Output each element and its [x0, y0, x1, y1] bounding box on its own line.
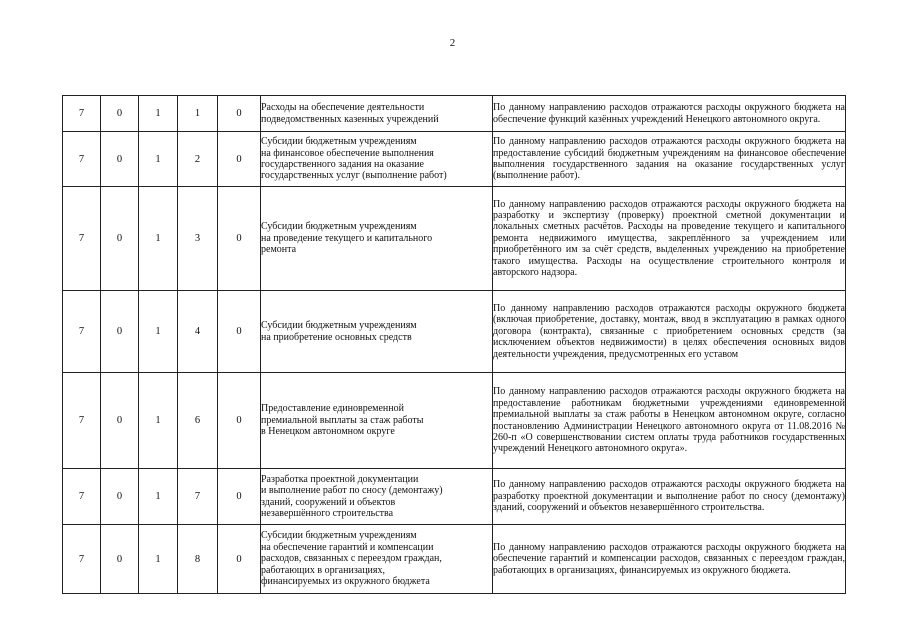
- code-digit-4: 2: [178, 132, 218, 187]
- code-digit-3: 1: [139, 132, 178, 187]
- expense-name: Расходы на обеспечение деятельности подведомственных казенных учреждений: [261, 96, 493, 132]
- code-digit-2: 0: [101, 525, 139, 594]
- code-digit-3: 1: [139, 291, 178, 373]
- code-digit-4: 8: [178, 525, 218, 594]
- table-row: [63, 96, 846, 132]
- code-digit-5: 0: [218, 291, 261, 373]
- code-digit-2: 0: [101, 132, 139, 187]
- expense-description: По данному направлению расходов отражаются расходы окружного бюджета на предоставление работникам бюджетными учреждениями единовременной премиальной выплаты за стаж работы в Ненецком автономном округе, согласно постановлению Администрации Ненецкого автономного округа от 11.08.2016 № 260-п «О совершенствовании систем оплаты труда работников государственных учреждений Ненецкого автономного округа».: [493, 373, 846, 469]
- expense-name: Субсидии бюджетным учреждениям на обеспечение гарантий и компенсации расходов, связанных с переездом граждан, работающих в организациях, финансируемых из окружного бюджета: [261, 525, 493, 594]
- table-row: [63, 291, 846, 373]
- page-number: 2: [449, 37, 456, 49]
- expense-description: По данному направлению расходов отражаются расходы окружного бюджета на обеспечение функций казённых учреждений Ненецкого автономного округа.: [493, 96, 846, 132]
- code-digit-1: 7: [63, 132, 101, 187]
- expense-description: По данному направлению расходов отражаются расходы окружного бюджета на разработку проектной документации и выполнение работ по сносу (демонтажу) зданий, сооружений и объектов незавершённого строительства.: [493, 469, 846, 525]
- expense-name: Разработка проектной документации и выполнение работ по сносу (демонтажу) зданий, сооружений и объектов незавершённого строительства: [261, 469, 493, 525]
- code-digit-3: 1: [139, 96, 178, 132]
- code-digit-4: 3: [178, 187, 218, 291]
- expense-description: По данному направлению расходов отражаются расходы окружного бюджета на обеспечение гарантий и компенсации расходов, связанных с переездом граждан, работающих в организациях, финансируемых из окружного бюджета.: [493, 525, 846, 594]
- code-digit-4: 7: [178, 469, 218, 525]
- code-digit-1: 7: [63, 291, 101, 373]
- expense-description: По данному направлению расходов отражаются расходы окружного бюджета (включая приобретение, доставку, монтаж, ввод в эксплуатацию в рамках одного договора (контракта), связанные с приобретением основных средств (за исключением объектов недвижимости) в целях обеспечения основных видов деятельности учреждения, предусмотренных его уставом: [493, 291, 846, 373]
- code-digit-5: 0: [218, 132, 261, 187]
- code-digit-5: 0: [218, 187, 261, 291]
- code-digit-1: 7: [63, 469, 101, 525]
- code-digit-1: 7: [63, 525, 101, 594]
- code-digit-4: 6: [178, 373, 218, 469]
- code-digit-2: 0: [101, 373, 139, 469]
- expense-description: По данному направлению расходов отражаются расходы окружного бюджета на разработку и экспертизу (проверку) проектной сметной документации и локальных сметных расчётов. Расходы на проведение текущего и капитального ремонта недвижимого имущества, закреплённого за учреждением или приобретённого им за счёт средств, выделенных учреждению на приобретение такого имущества. Расходы на осуществление строительного контроля и авторского надзора.: [493, 187, 846, 291]
- code-digit-5: 0: [218, 96, 261, 132]
- code-digit-3: 1: [139, 187, 178, 291]
- expense-name: Субсидии бюджетным учреждениям на приобретение основных средств: [261, 291, 493, 373]
- code-digit-4: 4: [178, 291, 218, 373]
- table-row: [63, 187, 846, 291]
- expense-name: Субсидии бюджетным учреждениям на проведение текущего и капитального ремонта: [261, 187, 493, 291]
- code-digit-4: 1: [178, 96, 218, 132]
- budget-classification-table: [62, 95, 846, 594]
- code-digit-5: 0: [218, 469, 261, 525]
- expense-name: Субсидии бюджетным учреждениям на финансовое обеспечение выполнения государственного задания на оказание государственных услуг (выполнение работ): [261, 132, 493, 187]
- table-row: [63, 469, 846, 525]
- code-digit-3: 1: [139, 469, 178, 525]
- code-digit-1: 7: [63, 187, 101, 291]
- code-digit-2: 0: [101, 96, 139, 132]
- expense-name: Предоставление единовременной премиальной выплаты за стаж работы в Ненецком автономном округе: [261, 373, 493, 469]
- code-digit-5: 0: [218, 373, 261, 469]
- code-digit-1: 7: [63, 96, 101, 132]
- code-digit-3: 1: [139, 525, 178, 594]
- table-row: [63, 132, 846, 187]
- code-digit-2: 0: [101, 291, 139, 373]
- expense-description: По данному направлению расходов отражаются расходы окружного бюджета на предоставление субсидий бюджетным учреждениям на финансовое обеспечение выполнения государственного задания на оказание государственных услуг (выполнение работ).: [493, 132, 846, 187]
- code-digit-2: 0: [101, 187, 139, 291]
- code-digit-2: 0: [101, 469, 139, 525]
- table-row: [63, 373, 846, 469]
- code-digit-1: 7: [63, 373, 101, 469]
- table-row: [63, 525, 846, 594]
- code-digit-5: 0: [218, 525, 261, 594]
- code-digit-3: 1: [139, 373, 178, 469]
